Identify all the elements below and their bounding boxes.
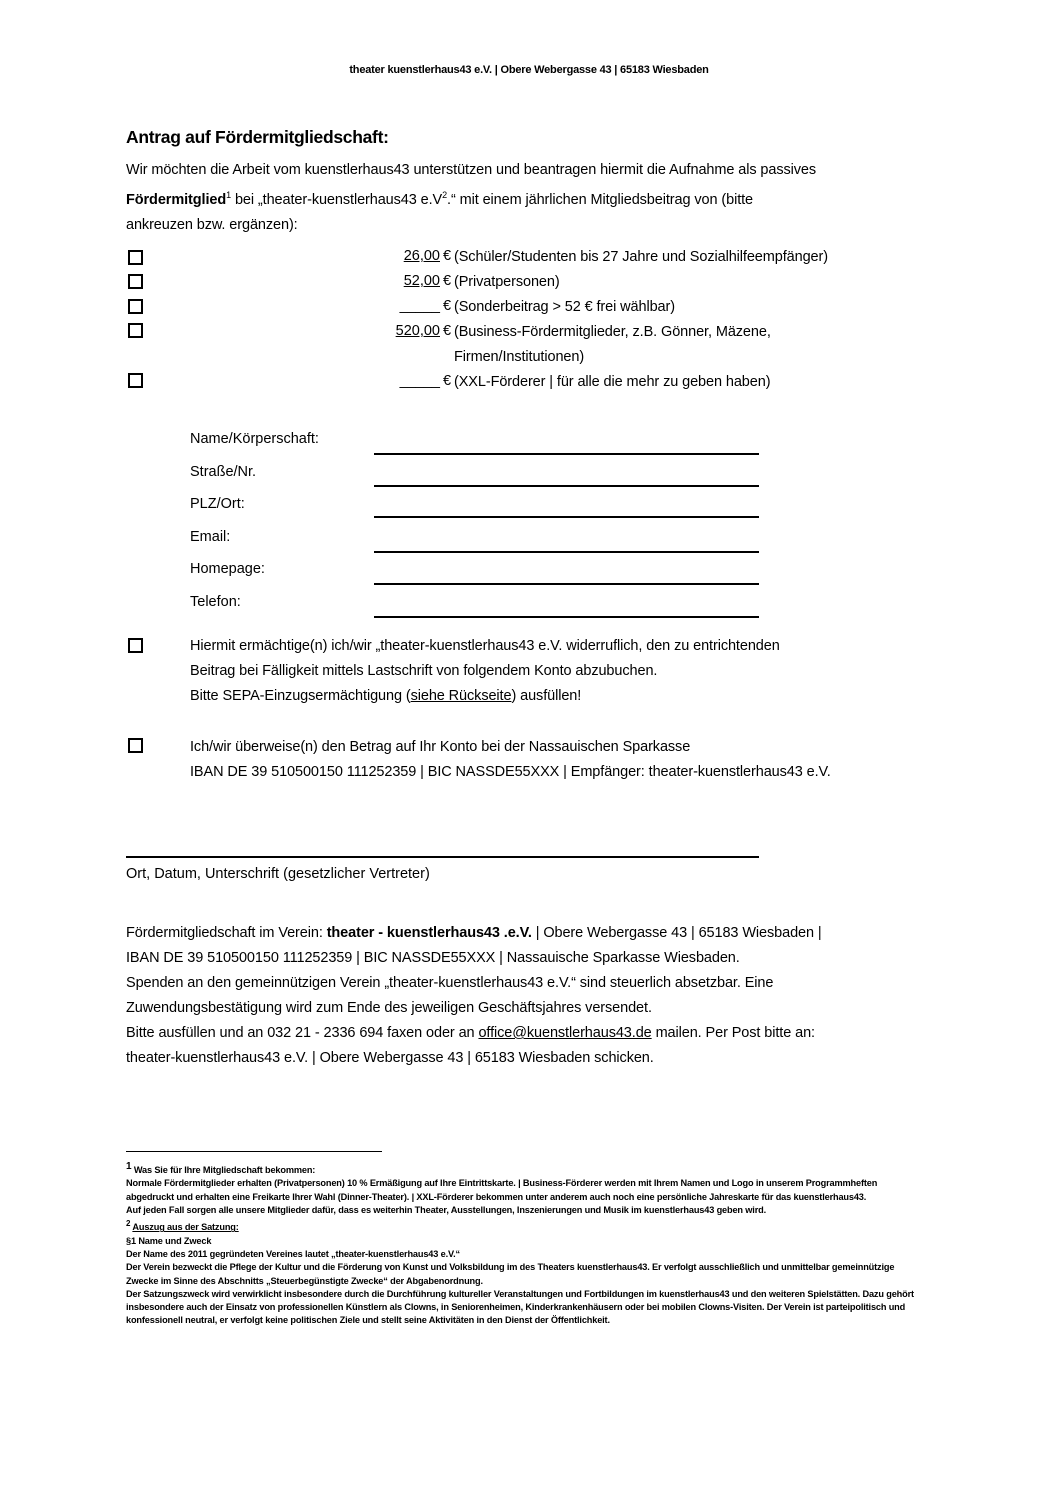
footnote-1-number: 1 [126, 1161, 132, 1172]
option-description: (Privatpersonen) [454, 274, 560, 290]
option-description: (XXL-Förderer | für alle die mehr zu geben haben) [454, 374, 771, 390]
transfer-checkbox[interactable] [128, 738, 143, 753]
direct-debit-checkbox[interactable] [128, 638, 143, 653]
transfer-line1: Ich/wir überweise(n) den Betrag auf Ihr Konto bei der Nassauischen Sparkasse [190, 739, 691, 755]
email-field[interactable] [374, 551, 759, 553]
zip-city-label: PLZ/Ort: [190, 496, 245, 512]
option-amount [370, 323, 440, 339]
direct-debit-line2: Beitrag bei Fälligkeit mittels Lastschrift von folgendem Konto abzubuchen. [190, 663, 658, 679]
option-description [454, 320, 771, 370]
option-amount [370, 248, 440, 264]
footer-post-address: theater-kuenstlerhaus43 e.V. | Obere Webergasse 43 | 65183 Wiesbaden schicken. [126, 1050, 654, 1066]
currency-symbol: € [443, 323, 452, 339]
intro-mid: bei „theater-kuenstlerhaus43 e.V [231, 191, 443, 208]
intro-line-3: ankreuzen bzw. ergänzen): [126, 216, 298, 233]
name-label: Name/Körperschaft: [190, 431, 319, 447]
option-amount-input[interactable]: _____ [399, 298, 440, 314]
intro-bold-term: Fördermitglied [126, 191, 227, 208]
footnote-1-text-2: Auf jeden Fall sorgen alle unsere Mitglieder dafür, dass es weiterhin Theater, Ausstellungen, Inszenierungen und Musik im kuenstlerhaus43 geben wird. [126, 1204, 766, 1215]
currency-symbol: € [443, 273, 452, 289]
amount-value: 520,00 [395, 323, 440, 339]
signature-label: Ort, Datum, Unterschrift (gesetzlicher Vertreter) [126, 866, 430, 882]
letterhead: theater kuenstlerhaus43 e.V. | Obere Webergasse 43 | 65183 Wiesbaden [349, 64, 709, 76]
footnotes [126, 1160, 916, 1328]
footnote-2-p3: Der Satzungszweck wird verwirklicht insbesondere durch die Durchführung kultureller Veranstaltungen und Fortbildungen im kuenstlerhaus43 und den weiteren Spielstätten. Dazu gehört insbesondere auch der Einsatz von professionellen Künstlern als Clowns, in Seniorenheimen, Kinderkrankenhäusern oder bei mobilen Clowns-Visiten. Der Verein ist parteipolitisch und konfessionell neutral, er verfolgt keine politischen Ziele und stellt seine Aktivitäten in den Dienst der Öffentlichkeit. [126, 1288, 914, 1326]
intro-paragraph [126, 158, 936, 238]
footnote-2-p1: Der Name des 2011 gegründeten Vereines lautet „theater-kuenstlerhaus43 e.V.“ [126, 1248, 460, 1259]
intro-rest: .“ mit einem jährlichen Mitgliedsbeitrag von (bitte [447, 191, 754, 208]
footer-org-name: theater - kuenstlerhaus43 .e.V. [326, 925, 532, 941]
email-label: Email: [190, 529, 231, 545]
phone-label: Telefon: [190, 594, 241, 610]
option-checkbox-special[interactable] [128, 299, 143, 314]
direct-debit-text [190, 634, 780, 709]
intro-line-1: Wir möchten die Arbeit vom kuenstlerhaus43 unterstützen und beantragen hiermit die Aufnahme als passives [126, 162, 817, 178]
option-amount [370, 273, 440, 289]
footer-receipt-note: Zuwendungsbestätigung wird zum Ende des jeweiligen Geschäftsjahres versendet. [126, 1000, 652, 1016]
option-description: (Sonderbeitrag > 52 € frei wählbar) [454, 299, 675, 315]
direct-debit-line1: Hiermit ermächtige(n) ich/wir „theater-kuenstlerhaus43 e.V. widerruflich, den zu entrichtenden [190, 638, 780, 654]
footer-send-instructions: Bitte ausfüllen und an 032 21 - 2336 694 faxen oder an [126, 1025, 479, 1041]
bank-details: IBAN DE 39 510500150 111252359 | BIC NASSDE55XXX | Empfänger: theater-kuenstlerhaus43 e.V. [190, 764, 831, 780]
option-checkbox-xxl[interactable] [128, 373, 143, 388]
footnote-2-p2: Der Verein bezweckt die Pflege der Kultur und die Förderung von Kunst und Volksbildung im des Theaters kuenstlerhaus43. Er verfolgt ausschließlich und unmittelbar gemeinnützige Zwecke im Sinne des Abschnitts „Steuerbegünstigte Zwecke“ der Abgabenordnung. [126, 1262, 895, 1286]
name-field[interactable] [374, 453, 759, 455]
direct-debit-line3: Bitte SEPA-Einzugsermächtigung ( [190, 688, 411, 704]
footnote-1-heading: Was Sie für Ihre Mitgliedschaft bekommen: [131, 1165, 316, 1176]
direct-debit-line3-end: ) ausfüllen! [511, 688, 582, 704]
currency-symbol: € [443, 248, 452, 264]
street-field[interactable] [374, 485, 759, 487]
currency-symbol: € [443, 373, 452, 389]
footnote-2-section: §1 Name und Zweck [126, 1235, 212, 1246]
footnote-2-number: 2 [126, 1219, 131, 1229]
footnote-ref-2[interactable]: 2 [442, 190, 448, 200]
footer-info [126, 921, 822, 1071]
signature-line[interactable] [126, 856, 759, 858]
see-back-page-link[interactable]: siehe Rückseite [410, 688, 512, 704]
footnote-ref-1[interactable]: 1 [226, 190, 232, 200]
option-checkbox-520[interactable] [128, 323, 143, 338]
zip-city-field[interactable] [374, 516, 759, 518]
footer-post-note: mailen. Per Post bitte an: [651, 1025, 815, 1041]
email-link[interactable]: office@kuenstlerhaus43.de [478, 1025, 652, 1041]
homepage-label: Homepage: [190, 561, 265, 577]
homepage-field[interactable] [374, 583, 759, 585]
option-description-line2: Firmen/Institutionen) [454, 349, 585, 365]
option-description-line1: (Business-Fördermitglieder, z.B. Gönner, Mäzene, [454, 324, 771, 340]
footnote-1-text: Normale Fördermitglieder erhalten (Privatpersonen) 10 % Ermäßigung auf Ihre Eintrittskarte. | Business-Förderer werden mit Ihrem Namen und Logo in unserem Programmheften abgedruckt und erhalten eine Freikarte Ihrer Wahl (Dinner-Theater). | XXL-Förderer bekommen unter anderem auch noch eine persönliche Jahreskarte für das kuenstlerhaus43. [126, 1178, 878, 1202]
footnote-separator [126, 1151, 382, 1152]
footer-donation-note: Spenden an den gemeinnützigen Verein „theater-kuenstlerhaus43 e.V.“ sind steuerlich absetzbar. Eine [126, 975, 774, 991]
street-input[interactable] [374, 463, 763, 487]
footnote-2-heading: Auszug aus der Satzung: [132, 1222, 239, 1233]
email-input[interactable] [374, 529, 763, 553]
option-checkbox-52[interactable] [128, 274, 143, 289]
footer-bank: IBAN DE 39 510500150 111252359 | BIC NASSDE55XXX | Nassauische Sparkasse Wiesbaden. [126, 950, 740, 966]
amount-value: 26,00 [403, 248, 440, 264]
option-checkbox-26[interactable] [128, 250, 143, 265]
transfer-text [190, 735, 831, 785]
page-title: Antrag auf Fördermitgliedschaft: [126, 127, 389, 147]
amount-value: 52,00 [403, 273, 440, 289]
footnote-2-title [126, 1217, 916, 1234]
footer-address: | Obere Webergasse 43 | 65183 Wiesbaden | [531, 925, 822, 941]
street-label: Straße/Nr. [190, 464, 257, 480]
footer-line1: Fördermitgliedschaft im Verein: [126, 925, 327, 941]
phone-input[interactable] [374, 594, 763, 618]
phone-field[interactable] [374, 616, 759, 618]
option-description: (Schüler/Studenten bis 27 Jahre und Sozialhilfeempfänger) [454, 249, 828, 265]
footnote-1-title [126, 1160, 916, 1177]
name-input[interactable] [374, 431, 763, 455]
currency-symbol: € [443, 298, 452, 314]
option-amount-input[interactable]: _____ [399, 373, 440, 389]
homepage-input[interactable] [374, 561, 763, 585]
zip-city-input[interactable] [374, 494, 763, 518]
